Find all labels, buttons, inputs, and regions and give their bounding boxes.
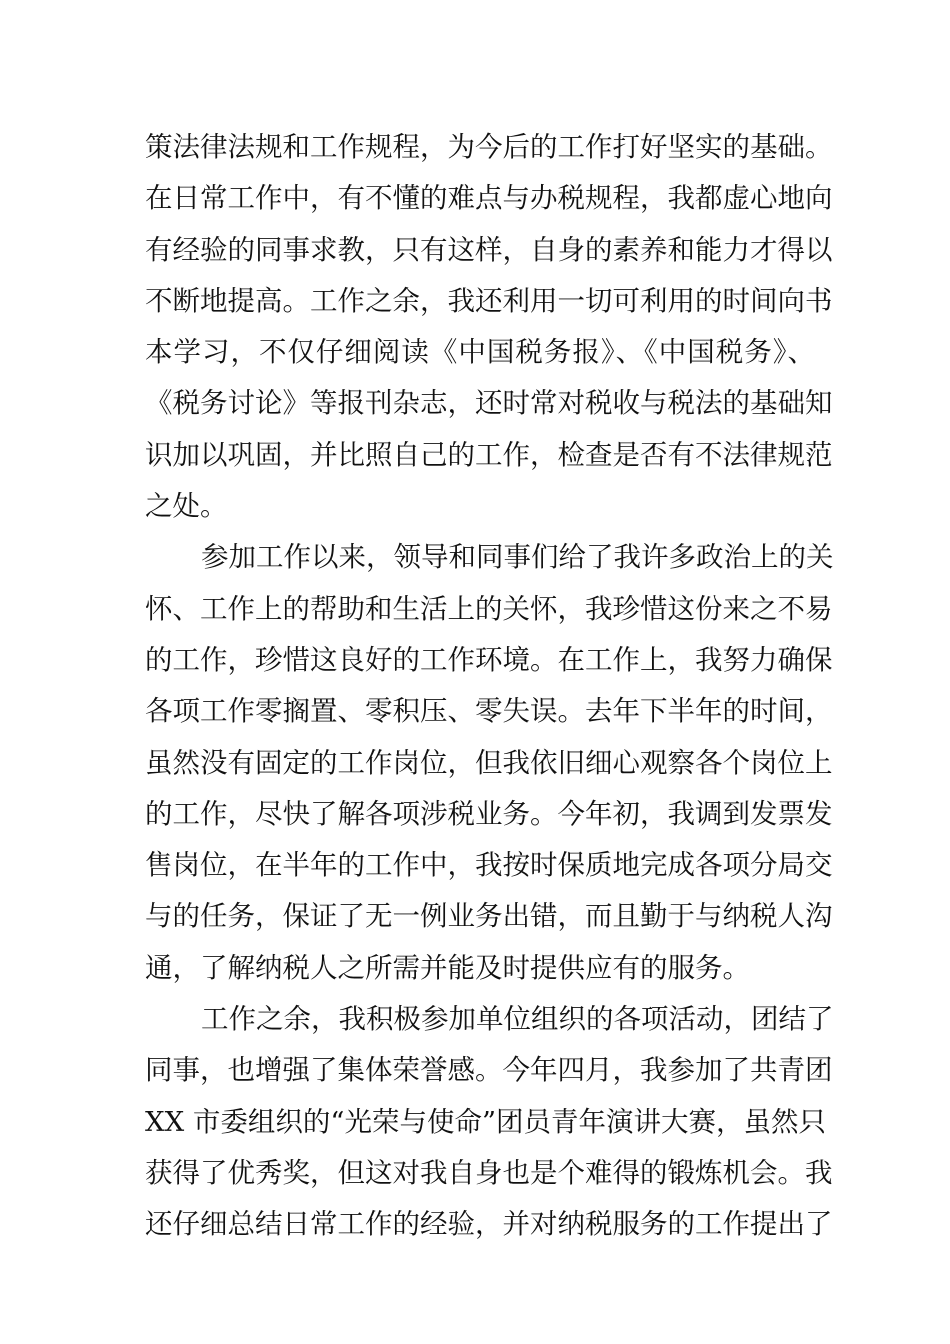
text-line: 在日常工作中，有不懂的难点与办税规程，我都虚心地向 [145, 182, 833, 215]
text-line: 之处。 [145, 490, 228, 523]
text-line: 同事，也增强了集体荣誉感。今年四月，我参加了共青团 [145, 1054, 833, 1087]
text-line: 各项工作零搁置、零积压、零失误。去年下半年的时间， [145, 695, 833, 728]
paragraph-first-line: 工作之余，我积极参加单位组织的各项活动，团结了 [201, 1003, 834, 1036]
text-line: 怀、工作上的帮助和生活上的关怀，我珍惜这份来之不易 [145, 592, 833, 625]
paragraph-first-line: 参加工作以来，领导和同事们给了我许多政治上的关 [201, 541, 834, 574]
text-line: 有经验的同事求教，只有这样，自身的素养和能力才得以 [145, 233, 833, 266]
text-line: 获得了优秀奖，但这对我自身也是个难得的锻炼机会。我 [145, 1156, 833, 1189]
text-line: 策法律法规和工作规程，为今后的工作打好坚实的基础。 [145, 131, 833, 163]
text-line: 通，了解纳税人之所需并能及时提供应有的服务。 [145, 951, 750, 984]
text-line: 《税务讨论》等报刊杂志，还时常对税收与税法的基础知 [145, 387, 833, 420]
text-line: 不断地提高。工作之余，我还利用一切可利用的时间向书 [145, 284, 833, 317]
text-line: 虽然没有固定的工作岗位，但我依旧细心观察各个岗位上 [145, 746, 833, 779]
document-body [145, 128, 834, 1257]
text-line: 还仔细总结日常工作的经验，并对纳税服务的工作提出了 [145, 1208, 833, 1241]
text-line: 识加以巩固，并比照自己的工作，检查是否有不法律规范 [145, 438, 833, 471]
text-line: XX 市委组织的“光荣与使命”团员青年演讲大赛，虽然只 [145, 1105, 827, 1138]
text-line: 与的任务，保证了无一例业务出错，而且勤于与纳税人沟 [145, 900, 833, 933]
text-line: 售岗位，在半年的工作中，我按时保质地完成各项分局交 [145, 849, 833, 882]
text-line: 的工作，尽快了解各项涉税业务。今年初，我调到发票发 [145, 797, 833, 830]
text-line: 的工作，珍惜这良好的工作环境。在工作上，我努力确保 [145, 643, 833, 676]
text-line: 本学习，不仅仔细阅读《中国税务报》、《中国税务》、 [145, 336, 815, 369]
